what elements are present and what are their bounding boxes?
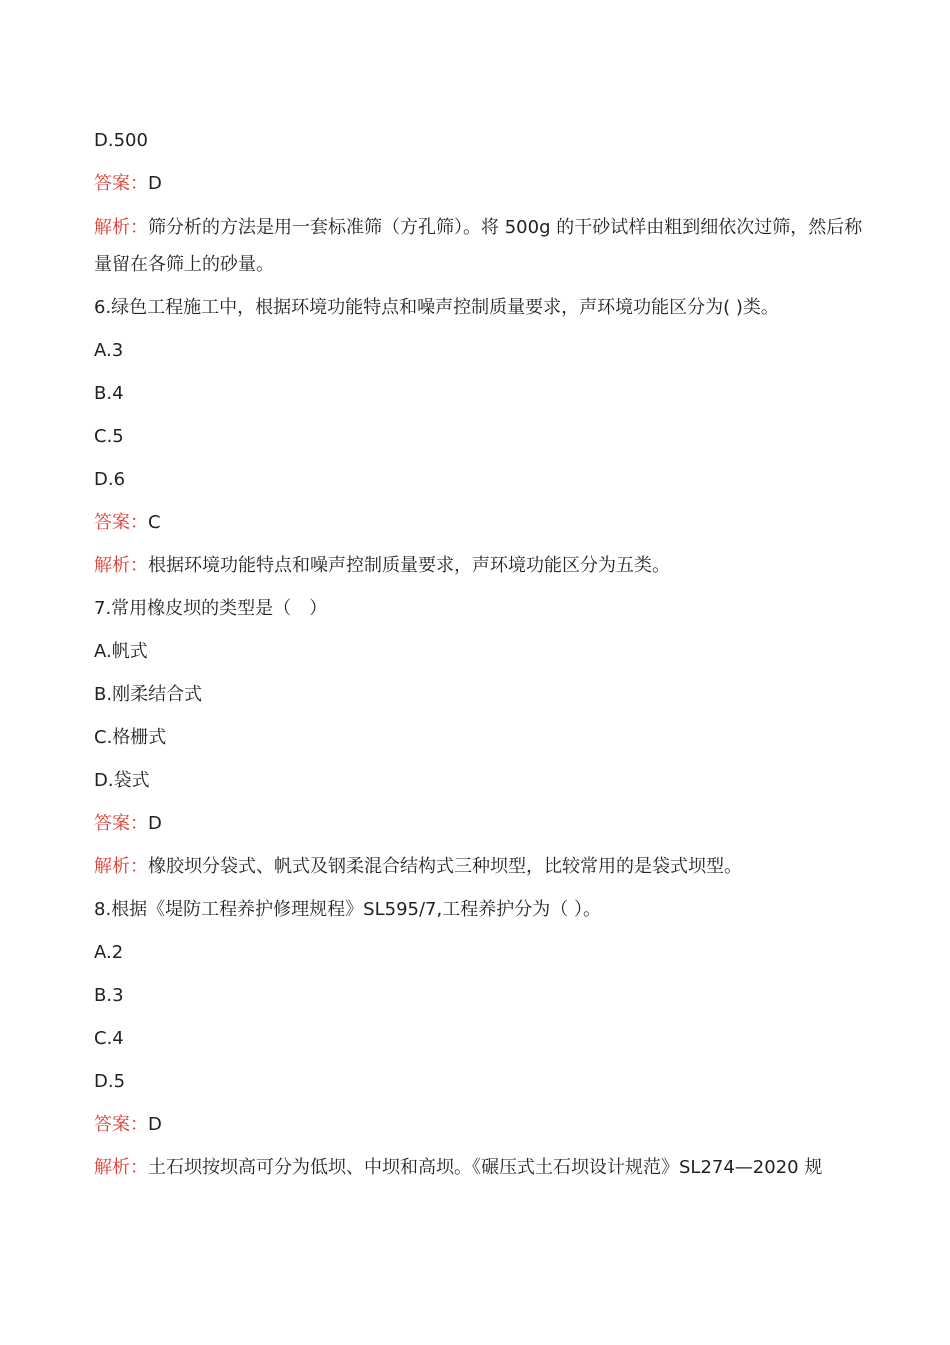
answer-value: D [148,813,162,834]
prev-answer [94,171,880,197]
answer-label: 答案： [94,1114,148,1135]
explain-text: 橡胶坝分袋式、帆式及钢柔混合结构式三种坝型，比较常用的是袋式坝型。 [148,856,742,877]
explain-label: 解析： [94,217,148,238]
q8-option-c: C.4 [94,1028,124,1049]
q7-option-c: C.格栅式 [94,727,167,748]
answer-label: 答案： [94,813,148,834]
explain-label: 解析： [94,856,148,877]
answer-label: 答案： [94,512,148,533]
q6-answer [94,510,880,536]
q8-option-b: B.3 [94,985,124,1006]
prev-explanation [94,209,880,283]
answer-value: D [148,1114,162,1135]
explain-label: 解析： [94,1157,148,1178]
q7-explanation [94,854,880,880]
explain-text: 根据环境功能特点和噪声控制质量要求，声环境功能区分为五类。 [148,555,670,576]
explain-text: 筛分析的方法是用一套标准筛（方孔筛）。将 500g 的干砂试样由粗到细依次过筛，然后称量留在各筛上的砂量。 [94,217,863,275]
q8-question: 8.根据《堤防工程养护修理规程》SL595/7,工程养护分为（ ）。 [94,899,601,920]
q8-explanation [94,1155,880,1181]
answer-label: 答案： [94,173,148,194]
q7-option-b: B.刚柔结合式 [94,684,203,705]
explain-label: 解析： [94,555,148,576]
prev-option-d: D.500 [94,130,148,151]
q8-option-a: A.2 [94,942,124,963]
q8-option-d: D.5 [94,1071,126,1092]
q7-question: 7.常用橡皮坝的类型是（ ） [94,598,328,619]
q6-option-a: A.3 [94,340,124,361]
q7-option-a: A.帆式 [94,641,148,662]
q6-explanation [94,553,880,579]
q7-answer [94,811,880,837]
q6-option-d: D.6 [94,469,126,490]
answer-value: D [148,173,162,194]
explain-text: 土石坝按坝高可分为低坝、中坝和高坝。《碾压式土石坝设计规范》SL274—2020 规 [148,1157,823,1178]
q6-question: 6.绿色工程施工中，根据环境功能特点和噪声控制质量要求，声环境功能区分为( )类。 [94,297,779,318]
q6-option-b: B.4 [94,383,124,404]
answer-value: C [148,512,161,533]
q8-answer [94,1112,880,1138]
q6-option-c: C.5 [94,426,124,447]
q7-option-d: D.袋式 [94,770,150,791]
